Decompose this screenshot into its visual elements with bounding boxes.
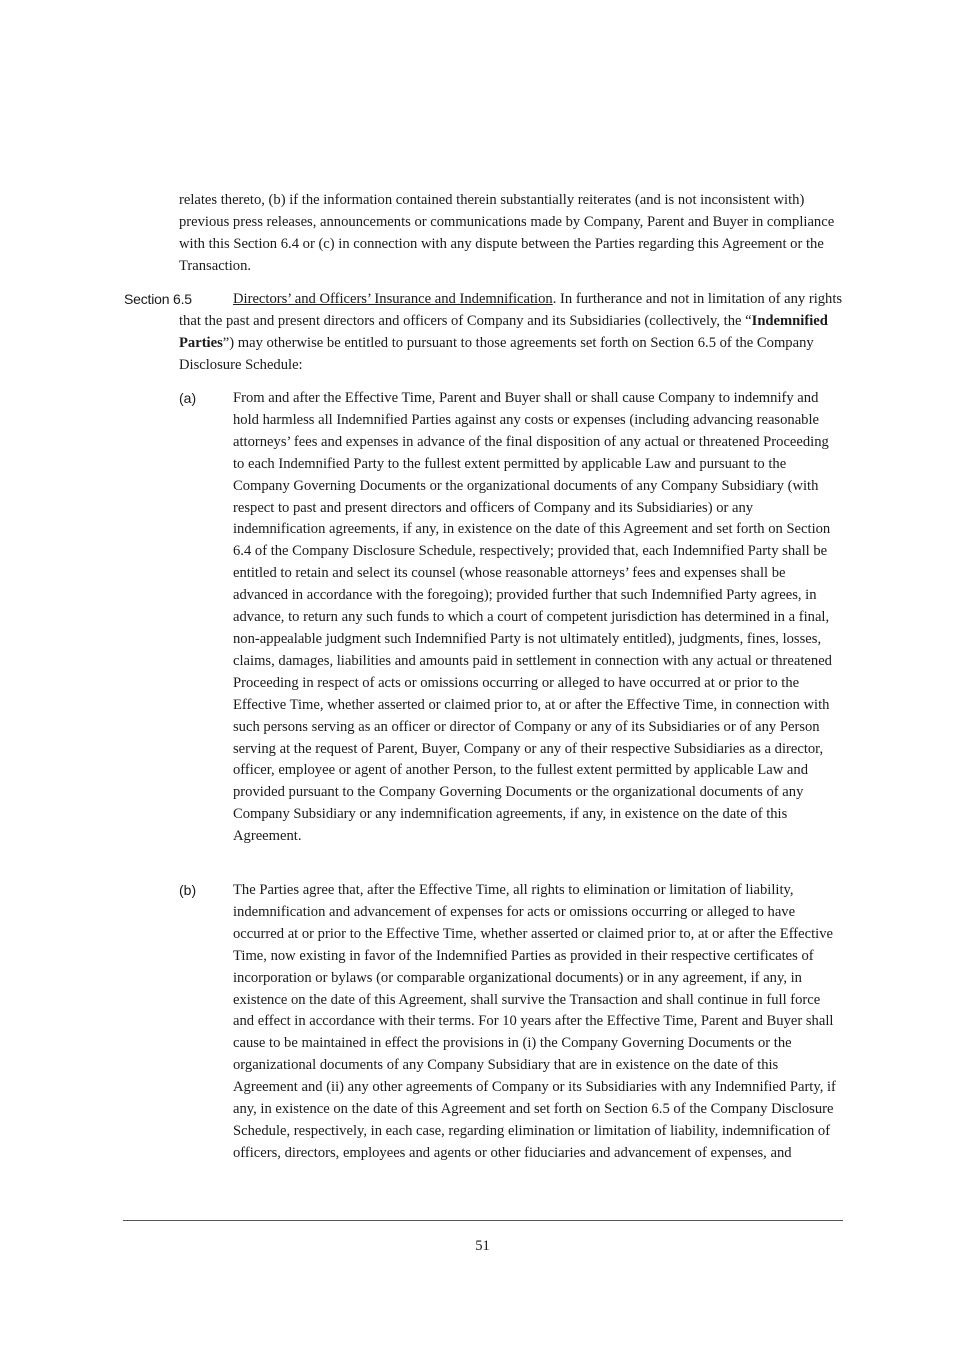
- page-number: 51: [475, 1238, 490, 1254]
- continuation-paragraph: relates thereto, (b) if the information contained therein substantially reiterates (and is not inconsistent with) previous press releases, announcements or communications made by Company, Parent and Buyer in compliance with this Section 6.4 or (c) in connection with any dispute between the Parties regarding this Agreement or the Transaction.: [179, 192, 835, 274]
- section-text-before-term: In furtherance and not in limitation of any rights that the past and present directors and officers of Company and its Subsidiaries (collectively, the “: [179, 291, 843, 329]
- section-heading: Directors’ and Officers’ Insurance and Indemnification: [233, 291, 553, 307]
- section-number: Section 6.5: [124, 291, 192, 307]
- footer-divider: [123, 1220, 843, 1221]
- section-text-after-term: ”) may otherwise be entitled to pursuant to those agreements set forth on Section 6.5 of the Company Disclosure Schedule:: [179, 334, 814, 373]
- item-text-a: From and after the Effective Time, Parent and Buyer shall or shall cause Company to indemnify and hold harmless all Indemnified Parties against any costs or expenses (including advancing reasonable attorneys’ fees and expenses in advance of the final disposition of any actual or threatened Proceeding to each Indemnified Party to the fullest extent permitted by applicable Law and pursuant to the Company Governing Documents or the organizational documents of any Company Subsidiary (with respect to past and present directors and officers of Company and its Subsidiaries) or any indemnification agreements, if any, in existence on the date of this Agreement and set forth on Section 6.4 of the Company Disclosure Schedule, respectively; provided that, each Indemnified Party shall be entitled to retain and select its counsel (whose reasonable attorneys’ fees and expenses shall be advanced in accordance with the foregoing); provided further that such Indemnified Party agrees, in advance, to return any such funds to which a court of competent jurisdiction has determined in a final, non-appealable judgment such Indemnified Party is not ultimately entitled), judgments, fines, losses, claims, damages, liabilities and amounts paid in settlement in connection with any actual or threatened Proceeding in respect of acts or omissions occurring or alleged to have occurred at or prior to the Effective Time, whether asserted or claimed prior to, at or after the Effective Time, in connection with such persons serving as an officer or director of Company or any of its Subsidiaries or of any Person serving at the request of Parent, Buyer, Company or any of their respective Subsidiaries as a director, officer, employee or agent of another Person, to the fullest extent permitted by applicable Law and provided pursuant to the Company Governing Documents or the organizational documents of any Company Subsidiary or any indemnification agreements, if any, in existence on the date of this Agreement.: [233, 390, 832, 845]
- section-heading-period: .: [552, 291, 557, 307]
- item-label-a: (a): [179, 390, 197, 406]
- defined-term: Indemnified Parties: [179, 312, 828, 351]
- section-paragraph: [179, 289, 844, 377]
- item-text-b: The Parties agree that, after the Effective Time, all rights to elimination or limitation of liability, indemnification and advancement of expenses for acts or omissions occurring or alleged to have occurred at or prior to the Effective Time, whether asserted or claimed prior to, at or after the Effective Time, now existing in favor of the Indemnified Parties as provided in their respective certificates of incorporation or bylaws (or comparable organizational documents) or in any agreement, if any, in existence on the date of this Agreement, shall survive the Transaction and shall continue in full force and effect in accordance with their terms. For 10 years after the Effective Time, Parent and Buyer shall cause to be maintained in effect the provisions in (i) the Company Governing Documents or the organizational documents of any Company Subsidiary that are in existence on the date of this Agreement and (ii) any other agreements of Company or its Subsidiaries with any Indemnified Party, if any, in existence on the date of this Agreement and set forth on Section 6.5 of the Company Disclosure Schedule, respectively, in each case, regarding elimination or limitation of liability, indemnification of officers, directors, employees and agents or other fiduciaries and advancement of expenses, and: [233, 882, 836, 1161]
- item-label-b: (b): [179, 882, 197, 898]
